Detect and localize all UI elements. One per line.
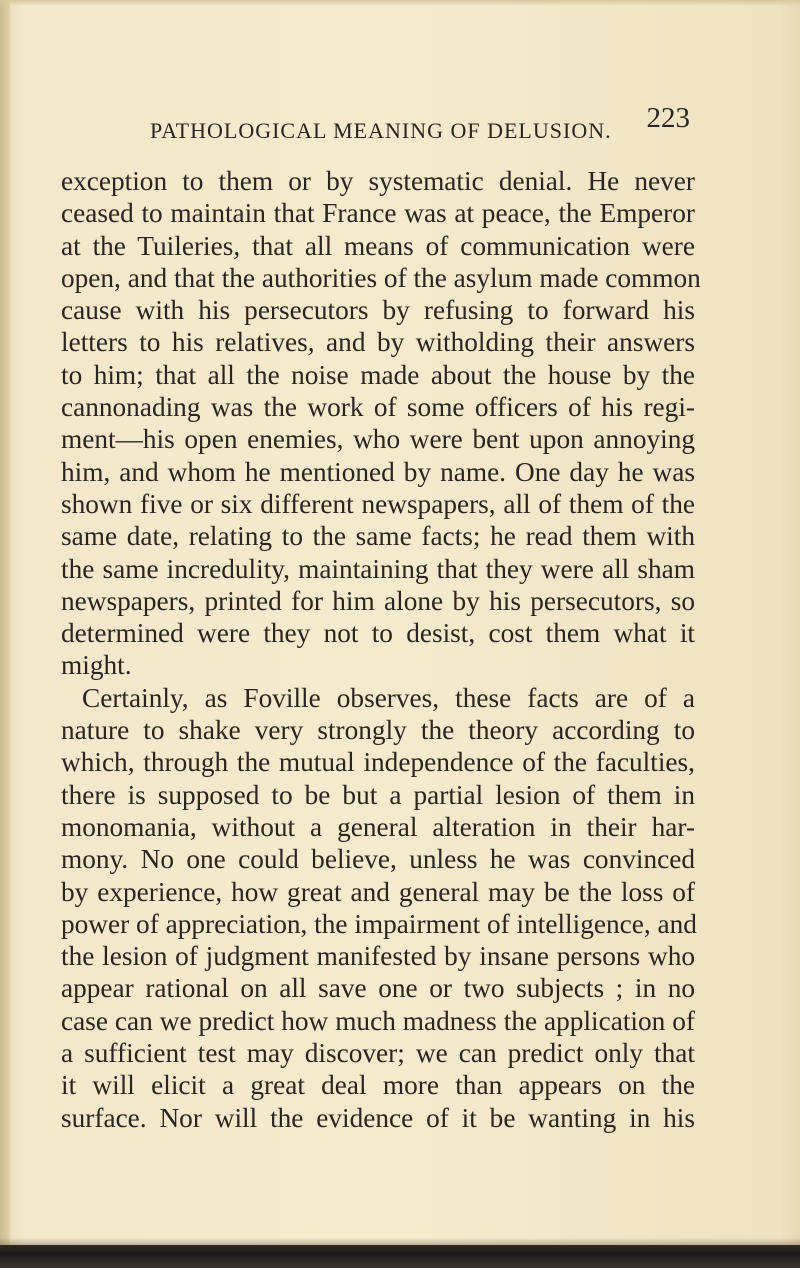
body-text (61, 165, 701, 1134)
text-line: monomania, without a general alteration in their har- (61, 811, 695, 842)
text-line: there is supposed to be but a partial lesion of them in (61, 779, 695, 810)
text-line: surface. Nor will the evidence of it be wanting in his (61, 1102, 695, 1133)
text-line: the same incredulity, maintaining that they were all sham (61, 553, 695, 584)
text-line: determined were they not to desist, cost them what it (61, 618, 695, 649)
page-top-shadow (0, 0, 800, 6)
text-line: ceased to maintain that France was at peace, the Emperor (61, 198, 695, 229)
text-line: a sufficient test may discover; we can predict only that (61, 1038, 695, 1069)
text-line: case can we predict how much madness the application of (61, 1005, 695, 1036)
paragraph-start-line: Certainly, as Foville observes, these facts are of a (82, 682, 695, 713)
text-line: the lesion of judgment manifested by insane persons who (61, 941, 695, 972)
page-number: 223 (646, 102, 690, 134)
text-line: cause with his persecutors by refusing to forward his (61, 295, 695, 326)
book-edge-band (0, 1245, 800, 1268)
text-line: him, and whom he mentioned by name. One day he was (61, 456, 695, 487)
text-line: open, and that the authorities of the asylum made common (61, 262, 701, 293)
running-head-title: PATHOLOGICAL MEANING OF DELUSION. (150, 118, 612, 143)
running-head (150, 102, 690, 158)
text-line: newspapers, printed for him alone by his persecutors, so (61, 585, 695, 616)
text-line: at the Tuileries, that all means of communication were (61, 230, 695, 261)
text-line: same date, relating to the same facts; he read them with (61, 521, 695, 552)
text-line: it will elicit a great deal more than appears on the (61, 1070, 695, 1101)
text-line: exception to them or by systematic denial. He never (61, 166, 695, 196)
text-line: letters to his relatives, and by witholding their answers (61, 327, 695, 358)
page-left-edge (0, 0, 10, 1268)
paragraph-end-line: might. (61, 650, 132, 681)
text-line: power of appreciation, the impairment of intelligence, and (61, 908, 697, 939)
text-line: shown five or six different newspapers, all of them of the (61, 488, 695, 519)
text-line: cannonading was the work of some officers of his regi- (61, 392, 695, 423)
text-line: nature to shake very strongly the theory according to (61, 715, 695, 746)
text-line: ment—his open enemies, who were bent upon annoying (61, 424, 695, 455)
text-line: to him; that all the noise made about the house by the (61, 359, 695, 390)
text-line: mony. No one could believe, unless he was convinced (61, 844, 695, 875)
text-line: appear rational on all save one or two subjects ; in no (61, 973, 695, 1004)
text-line: which, through the mutual independence of the faculties, (61, 747, 695, 778)
text-line: by experience, how great and general may be the loss of (61, 876, 695, 907)
